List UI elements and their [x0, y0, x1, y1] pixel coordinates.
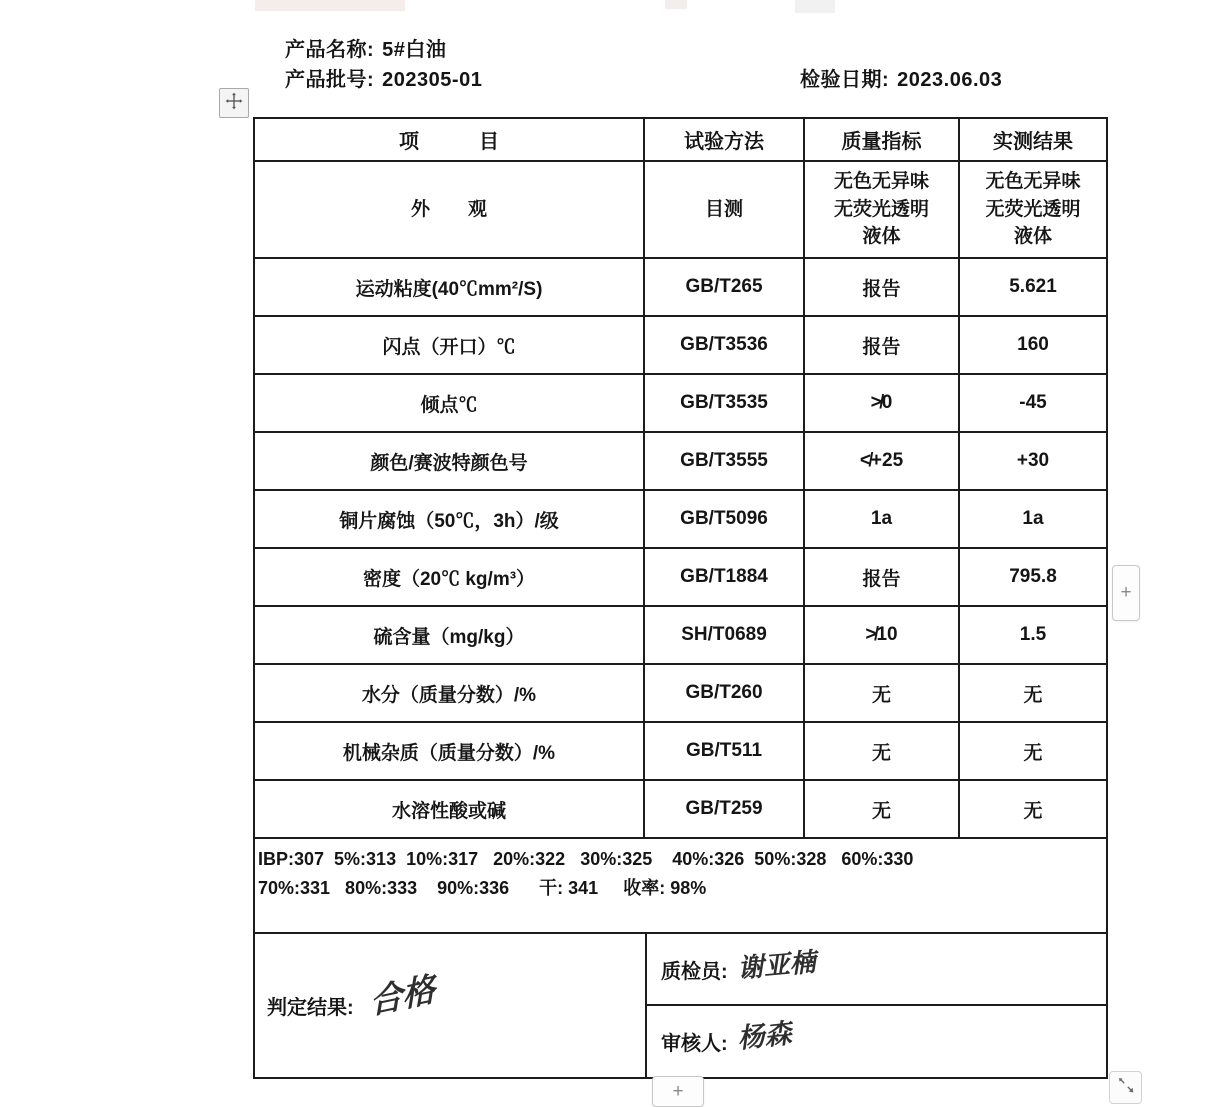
row-density	[255, 549, 1106, 607]
method-cell: 目测	[645, 162, 805, 257]
batch-number-label: 产品批号:	[285, 69, 375, 91]
item-cell: 运动粘度(40℃mm²/S)	[255, 259, 645, 315]
row-mechanical-impurities	[255, 723, 1106, 781]
result-cell: 无	[1023, 742, 1043, 764]
move-cross-icon	[224, 91, 244, 116]
inspector-label: 质检员:	[661, 960, 728, 983]
inspector-cell	[647, 934, 1106, 1006]
row-pour-point	[255, 375, 1106, 433]
distillation-data	[255, 839, 1106, 932]
result-cell: 1.5	[1019, 624, 1047, 645]
result-cell: 1a	[1022, 508, 1044, 529]
signers-cells	[647, 934, 1106, 1077]
insert-row-handle-bottom[interactable]	[652, 1076, 704, 1107]
spec-cell	[805, 162, 960, 257]
column-header-spec: 质量指标	[805, 119, 960, 160]
spec-line: 无荧光透明	[833, 198, 929, 220]
spec-line: 液体	[862, 226, 901, 248]
spec-cell: 无	[805, 665, 960, 721]
reviewer-label: 审核人:	[661, 1033, 728, 1055]
result-cell: 5.621	[1009, 276, 1057, 297]
insert-row-handle-right[interactable]	[1112, 565, 1140, 621]
item-cell: 机械杂质（质量分数）/%	[255, 723, 645, 779]
spec-cell: 无	[805, 723, 960, 779]
distillation-line-1: IBP:307 5%:313 10%:317 20%:322 30%:325 40%:326 50%:328 60%:330	[258, 849, 914, 869]
method-cell: GB/T259	[645, 781, 805, 837]
table-resize-handle[interactable]	[1109, 1071, 1142, 1104]
method-cell: GB/T1884	[645, 549, 805, 605]
reviewer-signature: 杨森	[735, 1018, 793, 1055]
reviewer-cell	[647, 1006, 1106, 1077]
inspection-date-line	[800, 63, 1002, 92]
method-cell: GB/T265	[645, 259, 805, 315]
result-cell: -45	[1019, 392, 1047, 413]
item-cell: 水溶性酸或碱	[255, 781, 645, 837]
batch-number-value: 202305-01	[382, 69, 483, 91]
batch-number-line	[285, 63, 482, 92]
result-line: 无荧光透明	[985, 198, 1081, 220]
column-header-result: 实测结果	[993, 131, 1073, 153]
product-name-value: 5#白油	[382, 39, 447, 61]
judgment-label: 判定结果:	[267, 997, 354, 1019]
spec-cell: ≮+25	[805, 433, 960, 489]
inspection-date-value: 2023.06.03	[897, 69, 1003, 91]
item-cell: 铜片腐蚀（50℃，3h）/级	[255, 491, 645, 547]
row-water-soluble-acid-base	[255, 781, 1106, 839]
item-cell: 硫含量（mg/kg）	[255, 607, 645, 663]
product-name-line	[285, 33, 446, 62]
method-cell: GB/T260	[645, 665, 805, 721]
item-cell: 外 观	[255, 162, 645, 257]
result-cell: 无	[1023, 800, 1043, 822]
item-cell: 闪点（开口）℃	[255, 317, 645, 373]
table-header-row	[255, 119, 1106, 162]
judgment-signature: 合格	[368, 968, 436, 1022]
row-flash-point	[255, 317, 1106, 375]
method-cell: GB/T3536	[645, 317, 805, 373]
inspector-signature: 谢亚楠	[736, 947, 817, 984]
item-cell: 密度（20℃ kg/m³）	[255, 549, 645, 605]
result-line: 液体	[1013, 226, 1052, 248]
plus-icon: +	[1120, 582, 1132, 603]
item-cell: 水分（质量分数）/%	[255, 665, 645, 721]
spec-cell: 报告	[805, 549, 960, 605]
scan-artifact	[795, 0, 835, 13]
row-kinematic-viscosity	[255, 259, 1106, 317]
product-name-label: 产品名称:	[285, 39, 375, 61]
table-move-handle[interactable]	[219, 88, 249, 118]
spec-cell: ≯0	[805, 375, 960, 431]
row-water-content	[255, 665, 1106, 723]
item-cell: 颜色/赛波特颜色号	[255, 433, 645, 489]
method-cell: GB/T3555	[645, 433, 805, 489]
spec-line: 无色无异味	[833, 171, 929, 193]
scan-artifact	[255, 0, 405, 11]
result-cell: 795.8	[1009, 566, 1057, 587]
spec-cell: 1a	[805, 491, 960, 547]
spec-cell: ≯10	[805, 607, 960, 663]
result-cell: 160	[1017, 334, 1049, 355]
row-distillation	[255, 839, 1106, 934]
row-sulfur-content	[255, 607, 1106, 665]
row-copper-corrosion	[255, 491, 1106, 549]
diagonal-resize-icon	[1115, 1074, 1137, 1101]
item-cell: 倾点℃	[255, 375, 645, 431]
result-cell	[960, 162, 1106, 257]
row-saybolt-color	[255, 433, 1106, 491]
row-signatures	[255, 934, 1106, 1077]
column-header-method: 试验方法	[645, 119, 805, 160]
result-line: 无色无异味	[985, 171, 1081, 193]
row-appearance	[255, 162, 1106, 259]
scan-artifact	[665, 0, 687, 9]
spec-cell: 报告	[805, 317, 960, 373]
inspection-date-label: 检验日期:	[800, 69, 890, 91]
distillation-line-2: 70%:331 80%:333 90%:336 干: 341 收率: 98%	[258, 877, 707, 898]
inspection-table	[253, 117, 1108, 1079]
method-cell: SH/T0689	[645, 607, 805, 663]
method-cell: GB/T3535	[645, 375, 805, 431]
result-cell: 无	[1023, 684, 1043, 706]
spec-cell: 无	[805, 781, 960, 837]
spec-cell: 报告	[805, 259, 960, 315]
plus-icon: +	[672, 1080, 684, 1102]
judgment-cell	[255, 934, 647, 1077]
column-header-item: 项 目	[255, 119, 645, 160]
method-cell: GB/T511	[645, 723, 805, 779]
result-cell: +30	[1016, 450, 1050, 471]
method-cell: GB/T5096	[645, 491, 805, 547]
